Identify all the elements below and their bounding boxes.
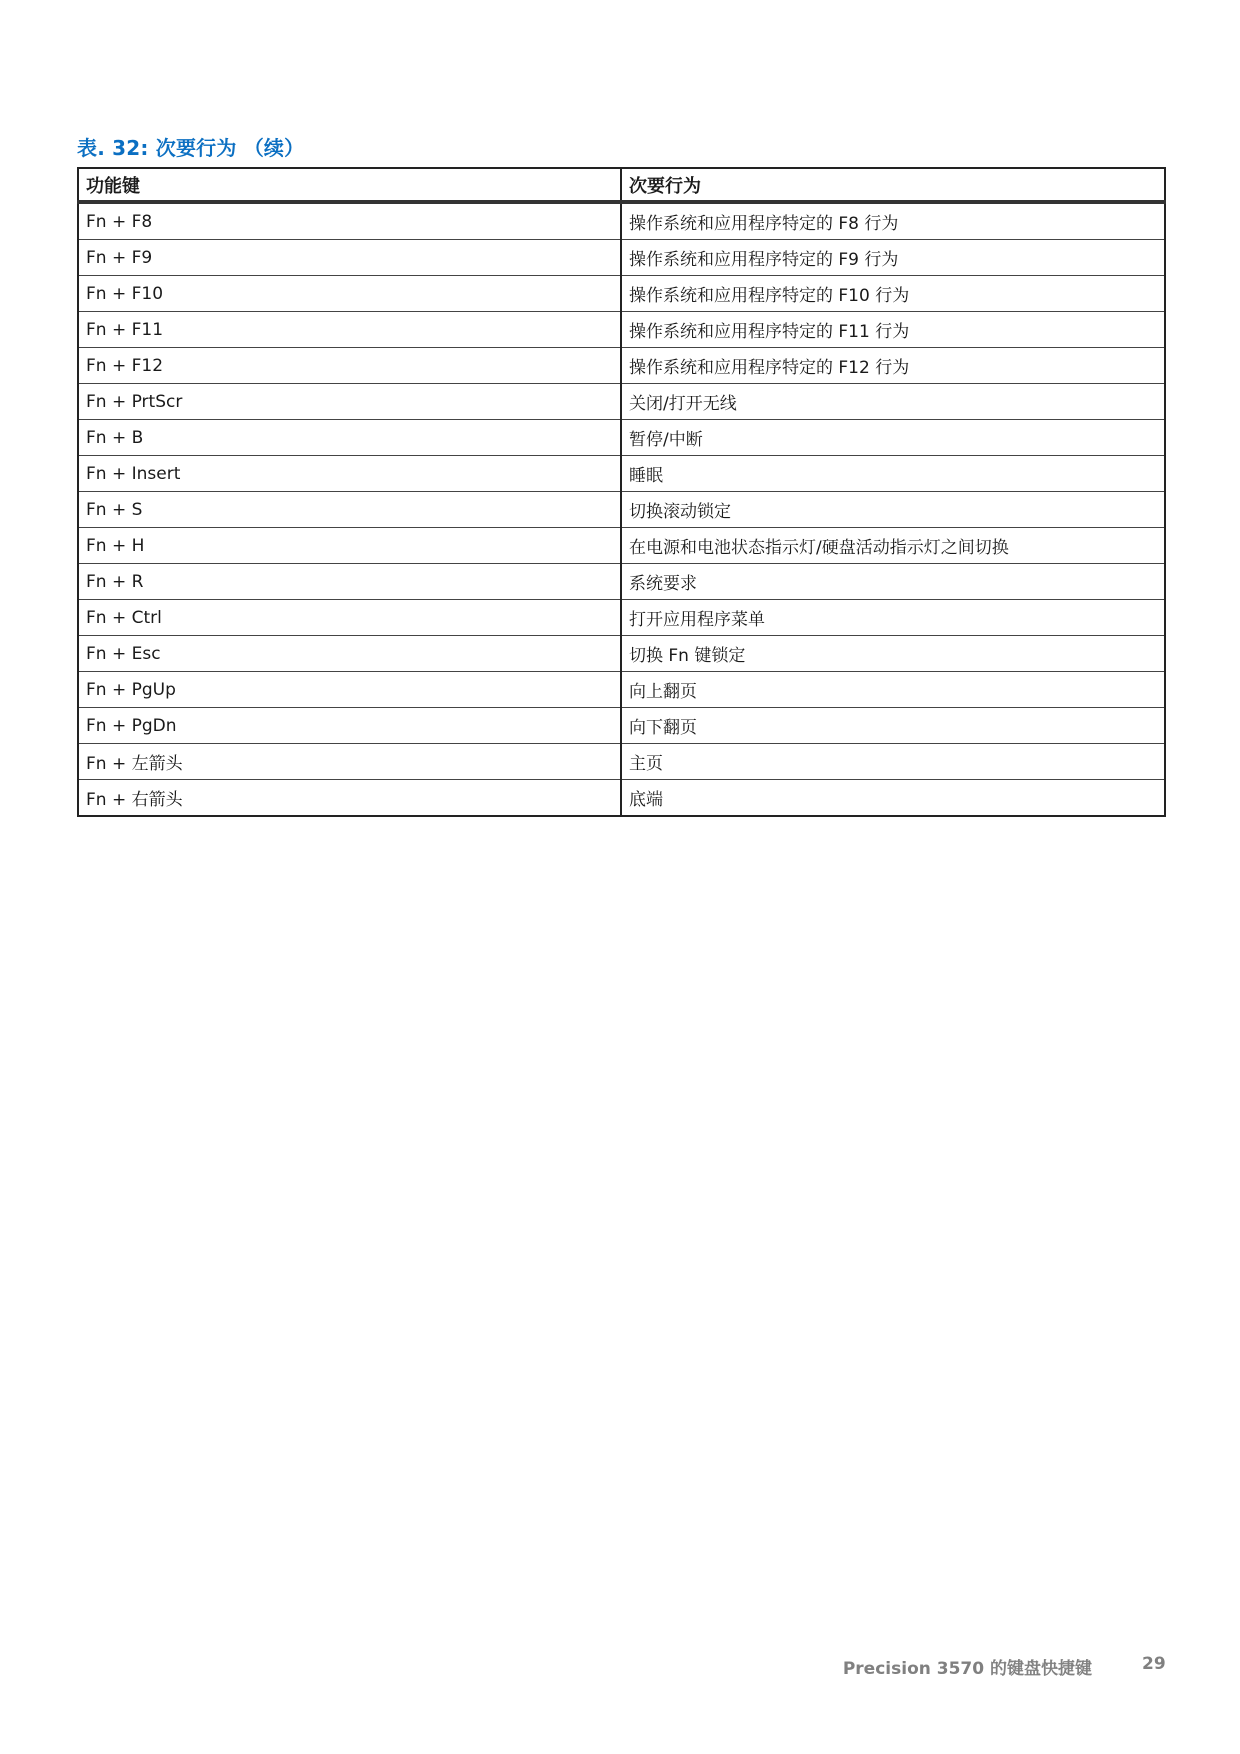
cell-function-key: Fn + S	[78, 492, 621, 528]
cell-secondary-behavior: 睡眠	[621, 456, 1165, 492]
table-row	[78, 672, 1165, 708]
table-row	[78, 528, 1165, 564]
cell-function-key: Fn + B	[78, 420, 621, 456]
table-row	[78, 456, 1165, 492]
table-row	[78, 600, 1165, 636]
cell-function-key: Fn + F12	[78, 348, 621, 384]
column-header-secondary-behavior: 次要行为	[621, 168, 1165, 202]
column-header-function-key: 功能键	[78, 168, 621, 202]
cell-secondary-behavior: 操作系统和应用程序特定的 F11 行为	[621, 312, 1165, 348]
cell-function-key: Fn + H	[78, 528, 621, 564]
table-row	[78, 240, 1165, 276]
cell-secondary-behavior: 主页	[621, 744, 1165, 780]
cell-secondary-behavior: 向上翻页	[621, 672, 1165, 708]
cell-secondary-behavior: 操作系统和应用程序特定的 F8 行为	[621, 202, 1165, 240]
cell-secondary-behavior: 关闭/打开无线	[621, 384, 1165, 420]
cell-secondary-behavior: 底端	[621, 780, 1165, 817]
shortcut-table-container	[77, 167, 1164, 817]
table-row	[78, 420, 1165, 456]
cell-function-key: Fn + F9	[78, 240, 621, 276]
cell-secondary-behavior: 打开应用程序菜单	[621, 600, 1165, 636]
table-row	[78, 276, 1165, 312]
table-header-row	[78, 168, 1165, 202]
cell-function-key: Fn + Insert	[78, 456, 621, 492]
table-row	[78, 780, 1165, 817]
table-row	[78, 492, 1165, 528]
cell-secondary-behavior: 向下翻页	[621, 708, 1165, 744]
table-row	[78, 348, 1165, 384]
cell-function-key: Fn + PgDn	[78, 708, 621, 744]
footer-page-number: 29	[1142, 1654, 1166, 1674]
footer-document-title: Precision 3570 的键盘快捷键	[842, 1659, 1092, 1679]
table-row	[78, 312, 1165, 348]
table-row	[78, 564, 1165, 600]
cell-secondary-behavior: 系统要求	[621, 564, 1165, 600]
table-row	[78, 384, 1165, 420]
cell-function-key: Fn + Ctrl	[78, 600, 621, 636]
cell-function-key: Fn + 左箭头	[78, 744, 621, 780]
cell-secondary-behavior: 切换 Fn 键锁定	[621, 636, 1165, 672]
cell-secondary-behavior: 操作系统和应用程序特定的 F9 行为	[621, 240, 1165, 276]
table-row	[78, 708, 1165, 744]
cell-function-key: Fn + Esc	[78, 636, 621, 672]
cell-secondary-behavior: 切换滚动锁定	[621, 492, 1165, 528]
table-row	[78, 202, 1165, 240]
cell-function-key: Fn + F10	[78, 276, 621, 312]
cell-function-key: Fn + PgUp	[78, 672, 621, 708]
cell-secondary-behavior: 暂停/中断	[621, 420, 1165, 456]
cell-secondary-behavior: 操作系统和应用程序特定的 F12 行为	[621, 348, 1165, 384]
shortcut-table	[77, 167, 1166, 817]
cell-secondary-behavior: 在电源和电池状态指示灯/硬盘活动指示灯之间切换	[621, 528, 1165, 564]
cell-function-key: Fn + F8	[78, 202, 621, 240]
cell-function-key: Fn + F11	[78, 312, 621, 348]
cell-secondary-behavior: 操作系统和应用程序特定的 F10 行为	[621, 276, 1165, 312]
cell-function-key: Fn + R	[78, 564, 621, 600]
cell-function-key: Fn + 右箭头	[78, 780, 621, 817]
table-row	[78, 636, 1165, 672]
table-caption: 表. 32: 次要行为 （续）	[77, 136, 305, 160]
table-row	[78, 744, 1165, 780]
cell-function-key: Fn + PrtScr	[78, 384, 621, 420]
